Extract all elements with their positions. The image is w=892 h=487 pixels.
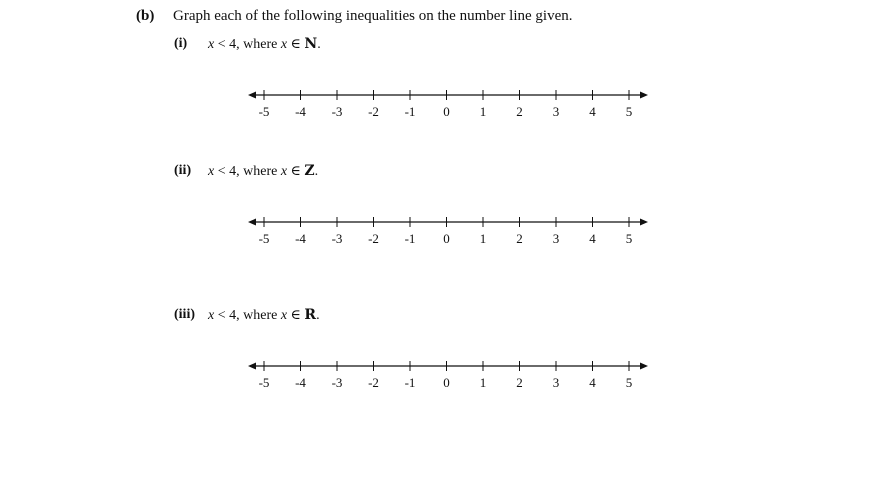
part-ii-set: Z bbox=[304, 163, 315, 179]
question-text: Graph each of the following inequalities on the number line given. bbox=[173, 8, 573, 24]
part-i-set: N bbox=[304, 36, 318, 52]
tick-label: -3 bbox=[331, 104, 343, 119]
tick-label: 4 bbox=[589, 375, 596, 390]
part-iii-inequality bbox=[208, 307, 320, 324]
tick-label: 1 bbox=[479, 231, 487, 246]
tick-label: 2 bbox=[516, 231, 523, 246]
left-arrow-icon bbox=[248, 92, 256, 99]
tick-label: 1 bbox=[479, 104, 487, 119]
tick-label: -2 bbox=[368, 375, 379, 390]
part-ii-in: ∈ bbox=[287, 164, 305, 179]
part-iii-relation: < 4, where bbox=[214, 308, 281, 323]
tick-label: -4 bbox=[295, 104, 306, 119]
part-iii-label: (iii) bbox=[174, 307, 195, 322]
left-arrow-icon bbox=[248, 363, 256, 370]
part-iii-member: x bbox=[280, 308, 288, 323]
tick-label: 4 bbox=[589, 231, 596, 246]
part-i-in: ∈ bbox=[287, 37, 305, 52]
tick-label: -2 bbox=[368, 231, 379, 246]
tick-label: 3 bbox=[552, 375, 560, 390]
tick-label: -1 bbox=[404, 375, 416, 390]
right-arrow-icon bbox=[640, 219, 648, 226]
part-i-relation: < 4, where bbox=[214, 37, 281, 52]
right-arrow-icon bbox=[640, 92, 648, 99]
question-label: (b) bbox=[136, 8, 155, 24]
tick-label: -2 bbox=[368, 104, 379, 119]
tick-label: -4 bbox=[295, 375, 306, 390]
tick-label: -4 bbox=[295, 231, 306, 246]
part-ii-label: (ii) bbox=[174, 163, 192, 178]
tick-label: 3 bbox=[552, 231, 560, 246]
tick-label: 2 bbox=[516, 104, 523, 119]
part-iii-in: ∈ bbox=[287, 308, 305, 323]
part-i-label: (i) bbox=[174, 36, 188, 51]
part-ii-inequality bbox=[208, 163, 318, 180]
tick-label: 0 bbox=[443, 375, 450, 390]
number-line-ii[interactable] bbox=[240, 211, 660, 251]
number-line-i[interactable] bbox=[240, 84, 660, 124]
tick-label: 5 bbox=[625, 231, 633, 246]
part-i-inequality bbox=[208, 36, 321, 53]
tick-label: 3 bbox=[552, 104, 560, 119]
tick-label: -1 bbox=[404, 104, 416, 119]
tick-label: 4 bbox=[589, 104, 596, 119]
tick-label: 5 bbox=[625, 104, 633, 119]
part-i-member: x bbox=[280, 37, 288, 52]
part-i-variable: x bbox=[208, 37, 215, 52]
tick-label: -5 bbox=[258, 375, 270, 390]
part-ii-relation: < 4, where bbox=[214, 164, 281, 179]
part-ii-variable: x bbox=[208, 164, 215, 179]
tick-label: -5 bbox=[258, 104, 270, 119]
tick-label: -3 bbox=[331, 375, 343, 390]
tick-label: 0 bbox=[443, 231, 450, 246]
part-ii-member: x bbox=[280, 164, 288, 179]
number-line-iii[interactable] bbox=[240, 355, 660, 395]
part-iii-end: . bbox=[316, 308, 320, 323]
tick-label: -1 bbox=[404, 231, 416, 246]
part-i-end: . bbox=[317, 37, 321, 52]
tick-label: 2 bbox=[516, 375, 523, 390]
tick-label: 0 bbox=[443, 104, 450, 119]
left-arrow-icon bbox=[248, 219, 256, 226]
tick-label: 1 bbox=[479, 375, 487, 390]
part-iii-variable: x bbox=[208, 308, 215, 323]
part-ii-end: . bbox=[314, 164, 319, 179]
part-iii-set: R bbox=[304, 307, 317, 323]
tick-label: -3 bbox=[331, 231, 343, 246]
tick-label: -5 bbox=[258, 231, 270, 246]
right-arrow-icon bbox=[640, 363, 648, 370]
tick-label: 5 bbox=[625, 375, 633, 390]
